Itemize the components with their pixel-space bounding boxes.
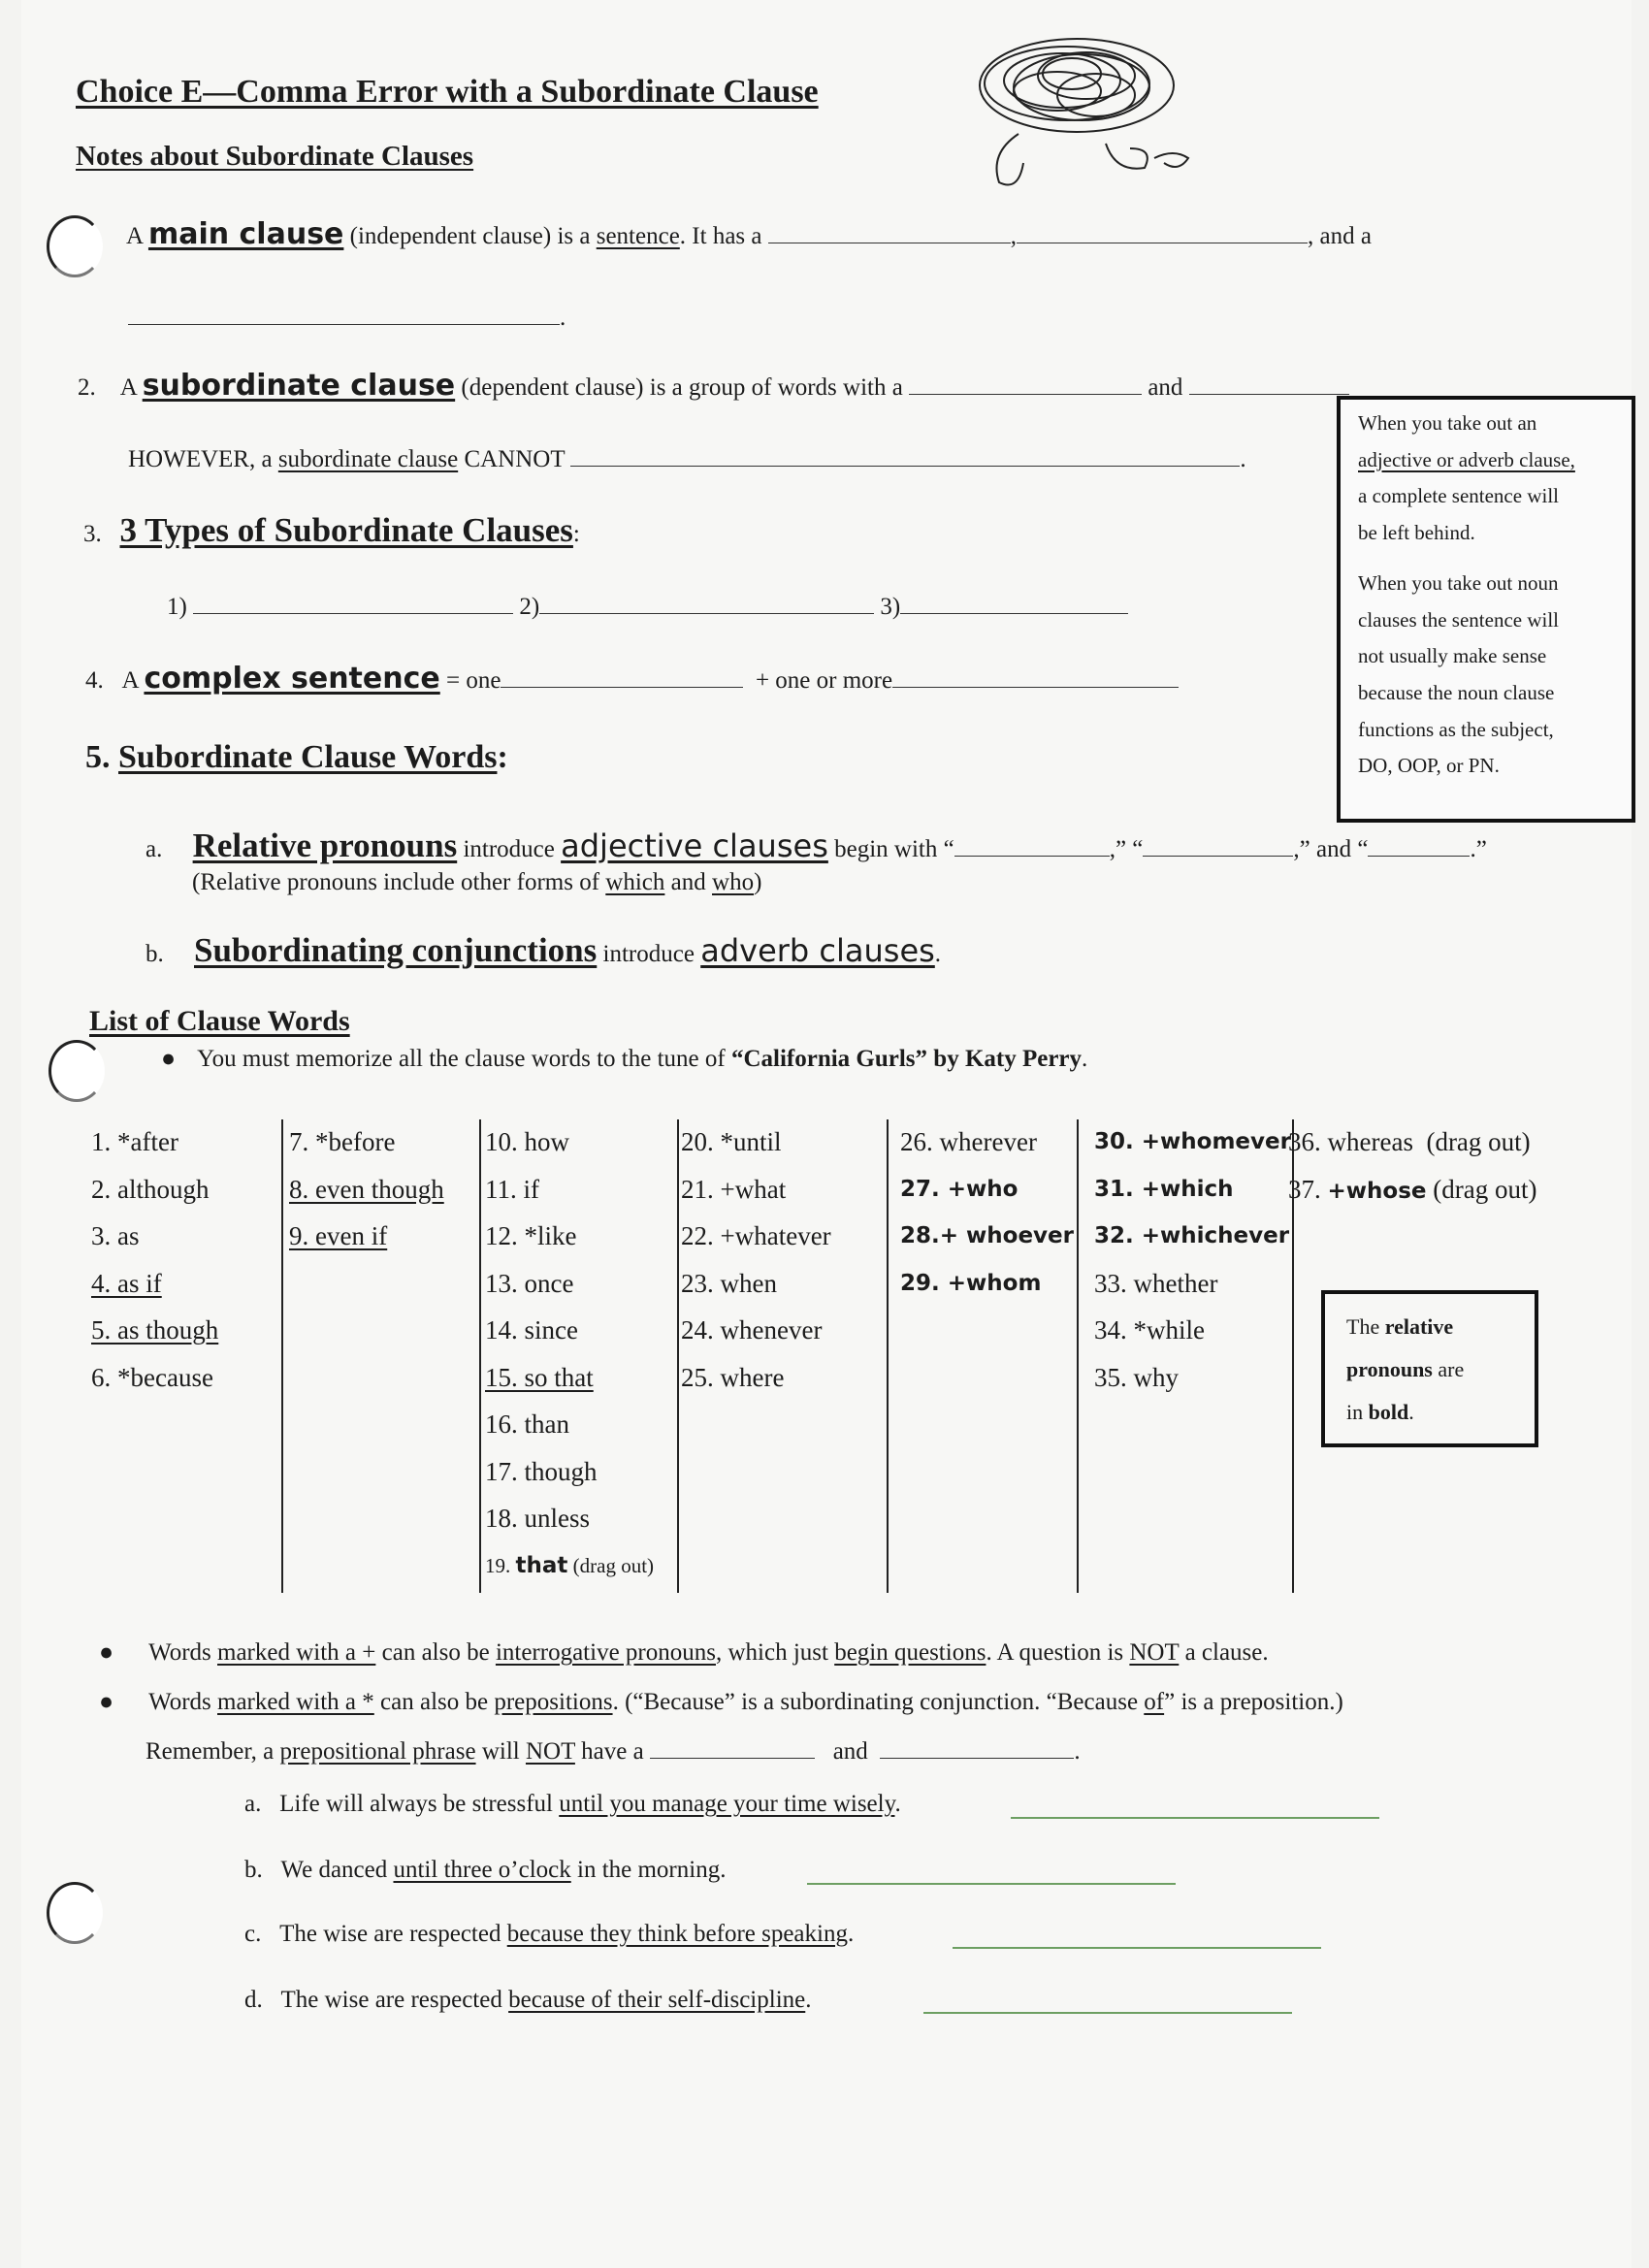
term-complex-sentence: complex sentence	[144, 662, 440, 696]
memorize-bullet: ● You must memorize all the clause words to the tune of “California Gurls” by Katy Perry.	[161, 1046, 1088, 1072]
list-item: 37. +whose (drag out)	[1288, 1174, 1537, 1204]
blank-line-main-clause: .	[128, 305, 566, 332]
clause-words-column-6	[1094, 1118, 1291, 1401]
worksheet-page	[21, 0, 1632, 2268]
example-a: a. Life will always be stressful until you manage your time wisely.	[244, 1791, 901, 1817]
list-item: 15. so that	[485, 1362, 594, 1392]
item-relative-pronouns: a. Relative pronouns introduce adjective clauses begin with “ ,” “ ,” and “ .”	[146, 826, 1487, 864]
column-divider	[677, 1119, 679, 1593]
binder-hole-middle	[48, 1040, 105, 1102]
list-item: 8. even though	[289, 1174, 444, 1204]
term-three-types: 3 Types of Subordinate Clauses	[119, 511, 573, 549]
binder-hole-top	[47, 215, 103, 277]
item-subordinate-however: HOWEVER, a subordinate clause CANNOT .	[128, 446, 1246, 472]
list-item: 3. as	[91, 1221, 140, 1250]
answer-line-c[interactable]	[953, 1947, 1321, 1949]
column-divider	[887, 1119, 889, 1593]
list-item: 20. *until	[681, 1127, 782, 1156]
term-main-clause: main clause	[147, 217, 344, 251]
term-subordinate-clause: subordinate clause	[142, 369, 456, 403]
answer-line-d[interactable]	[923, 2012, 1292, 2014]
list-item: 27. +who	[900, 1176, 1018, 1202]
list-item: 25. where	[681, 1362, 785, 1392]
list-item: 32. +whichever	[1094, 1223, 1290, 1248]
list-item: 1. *after	[91, 1127, 178, 1156]
list-item: 4. as if	[91, 1268, 162, 1298]
list-item: 2. although	[91, 1174, 210, 1204]
list-item: 11. if	[485, 1174, 539, 1204]
list-item: 17. though	[485, 1456, 598, 1486]
list-item: 12. *like	[485, 1221, 577, 1250]
list-item: 35. why	[1094, 1362, 1179, 1392]
list-item: 28.+ whoever	[900, 1223, 1074, 1248]
item-complex-sentence: 4. A complex sentence = one + one or more	[85, 662, 1179, 696]
item-subordinate-clause: 2. A subordinate clause (dependent clause) is a group of words with a and	[78, 369, 1349, 403]
column-divider	[479, 1119, 481, 1593]
list-item: 13. once	[485, 1268, 574, 1298]
note-prepositional-phrase: Remember, a prepositional phrase will NOT have a and .	[146, 1738, 1081, 1765]
column-divider	[281, 1119, 283, 1593]
list-item: 33. whether	[1094, 1268, 1218, 1298]
item-three-types: 3. 3 Types of Subordinate Clauses:	[83, 511, 580, 549]
list-item: 22. +whatever	[681, 1221, 831, 1250]
binder-hole-bottom	[47, 1882, 103, 1944]
clause-words-column-3	[485, 1118, 654, 1589]
list-item: 31. +which	[1094, 1176, 1234, 1202]
answer-line-a[interactable]	[1011, 1817, 1379, 1819]
list-heading: List of Clause Words	[89, 1005, 350, 1037]
clause-words-column-4	[681, 1118, 831, 1401]
example-c: c. The wise are respected because they think before speaking.	[244, 1921, 855, 1947]
worksheet-title: Choice E—Comma Error with a Subordinate Clause	[76, 74, 819, 110]
list-item: 26. wherever	[900, 1127, 1037, 1156]
clause-words-column-2	[289, 1118, 444, 1260]
relative-pronouns-bold-box: The relative pronouns are in bold.	[1321, 1290, 1538, 1447]
relative-pronouns-note: (Relative pronouns include other forms of which and who)	[192, 869, 762, 895]
item-subordinating-conjunctions: b. Subordinating conjunctions introduce adverb clauses.	[146, 931, 942, 969]
item-main-clause: A main clause (independent clause) is a sentence. It has a , , and a	[126, 217, 1372, 251]
list-item: 19. that (drag out)	[485, 1552, 655, 1578]
list-item: 7. *before	[289, 1127, 396, 1156]
list-item: 10. how	[485, 1127, 569, 1156]
list-item: 5. as though	[91, 1315, 219, 1345]
example-b: b. We danced until three o’clock in the morning.	[244, 1857, 727, 1883]
example-d: d. The wise are respected because of their self-discipline.	[244, 1987, 812, 2013]
list-item: 9. even if	[289, 1221, 388, 1250]
list-item: 29. +whom	[900, 1270, 1042, 1296]
list-item: 23. when	[681, 1268, 777, 1298]
clause-words-column-5	[900, 1118, 1074, 1307]
list-item: 30. +whomever	[1094, 1129, 1291, 1154]
note-interrogative: ● Words marked with a + can also be interrogative pronouns, which just begin questions. A question is NOT a clause.	[99, 1639, 1269, 1666]
section-subtitle: Notes about Subordinate Clauses	[76, 141, 474, 172]
list-item: 6. *because	[91, 1362, 213, 1392]
clause-removal-note-box: When you take out an adjective or adverb clause, a complete sentence will be left behind. When you take out noun clauses the sentence will not usually make sense because the noun clause functions as the subject, DO, OOP, or PN.	[1337, 396, 1635, 823]
term-relative-pronouns: Relative pronouns	[192, 826, 458, 864]
column-divider	[1077, 1119, 1079, 1593]
list-item: 18. unless	[485, 1504, 590, 1533]
brain-doodle-icon	[960, 27, 1222, 202]
list-item: 14. since	[485, 1315, 578, 1345]
list-item: 16. than	[485, 1409, 569, 1439]
clause-words-column-7	[1288, 1118, 1536, 1215]
three-types-blanks: 1) 2) 3)	[167, 594, 1128, 621]
item-clause-words: 5. Subordinate Clause Words:	[85, 739, 508, 775]
list-item: 34. *while	[1094, 1315, 1205, 1345]
answer-line-b[interactable]	[807, 1883, 1176, 1885]
list-item: 21. +what	[681, 1174, 787, 1204]
clause-words-column-1	[91, 1118, 218, 1401]
term-subordinating-conjunctions: Subordinating conjunctions	[194, 931, 598, 969]
note-prepositions: ● Words marked with a * can also be prepositions. (“Because” is a subordinating conjunction. “Because of” is a preposition.)	[99, 1689, 1343, 1715]
list-item: 24. whenever	[681, 1315, 823, 1345]
list-item: 36. whereas (drag out)	[1288, 1127, 1531, 1156]
